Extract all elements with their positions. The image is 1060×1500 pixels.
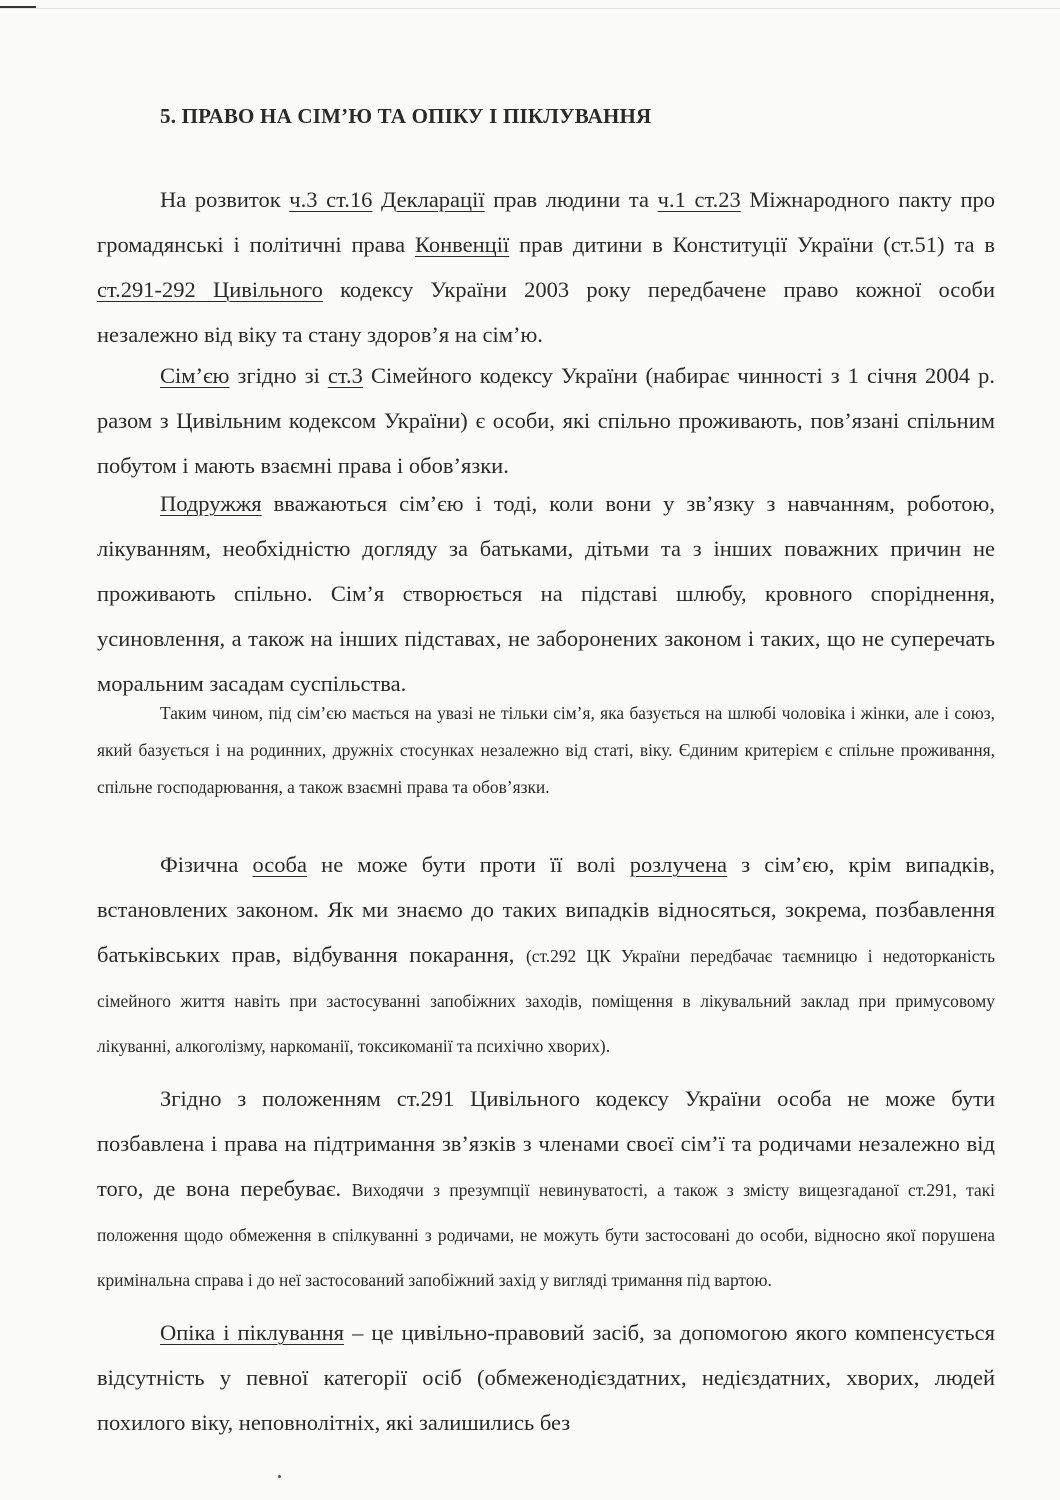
underlined-ref: ст.291-292 Цивільного — [97, 277, 323, 302]
text-run: вважаються сім’єю і тоді, коли вони у зв’язку з навчанням, роботою, лікуванням, необхідністю догляду за батьками, дітьми та з інших поважних причин не проживають спільно. Сім’я створюється на підставі шлюбу, кровного споріднення, усиновлення, а також на інших підставах, не заборонених законом і таких, що не суперечать моральним засадам суспільства. — [97, 491, 995, 696]
paragraph-5 — [97, 842, 995, 1067]
text-run: Сімейного кодексу України (набирає чинності з 1 січня 2004 р. разом з Цивільним кодексом України) є особи, які спільно проживають, пов’язані спільним побутом і мають взаємні права і обов’язки. — [97, 363, 995, 478]
underlined-ref: Декларації — [381, 187, 485, 212]
paragraph-4: Таким чином, під сім’єю мається на увазі не тільки сім’я, яка базується на шлюбі чоловіка і жінки, але і союз, який базується і на родинних, дружніх стосунках незалежно від статі, віку. Єдиним критерієм є спільне проживання, спільне господарювання, а також взаємні права та обов’язки. — [97, 703, 995, 797]
paragraph-2 — [97, 353, 995, 488]
text-run: Міжнародного пакту про громадянські і політичні права — [97, 187, 995, 257]
text-run — [372, 187, 381, 212]
text-run: – це цивільно-правовий засіб, за допомогою якого компенсується відсутність у певної категорії осіб (обмеженодієздатних, недієздатних, хворих, людей похилого віку, неповнолітніх, які залишились без — [97, 1320, 995, 1435]
text-run: кодексу України 2003 року передбачене право кожної особи незалежно від віку та стану здоров’я на сім’ю. — [97, 277, 995, 347]
scan-top-edge — [0, 8, 1060, 9]
text-run: з сім’єю, крім випадків, встановлених законом. Як ми знаємо до таких випадків відносяться, зокрема, позбавлення батьківських прав, відбування покарання, — [97, 852, 995, 967]
text-run: На розвиток — [160, 187, 290, 212]
scan-speck — [278, 1475, 281, 1478]
section-heading: 5. ПРАВО НА СІМ’Ю ТА ОПІКУ І ПІКЛУВАННЯ — [160, 104, 652, 128]
text-run: не може бути проти її волі — [306, 852, 630, 877]
text-run: Згідно з положенням ст.291 Цивільного кодексу України особа не може бути позбавлена і права на підтримання зв’язків з членами своєї сім’ї та родичами незалежно від того, де вона перебуває. — [97, 1086, 995, 1201]
text-run: прав людини та — [484, 187, 658, 212]
small-text-run: (ст.292 ЦК України передбачає таємницю і недоторканість сімейного життя навіть при застосуванні запобіжних заходів, поміщення в лікувальний заклад при примусовому лікуванні, алкоголізму, наркоманії, токсикоманії та психічно хворих). — [97, 946, 996, 1056]
small-text-run: Виходячи з презумпції невинуватості, а також з змісту вищезгаданої ст.291, такі положення щодо обмеження в спілкуванні з родичами, не можуть бути застосовані до особи, відносно якої порушена кримінальна справа і до неї застосований запобіжний захід у вигляді тримання під вартою. — [97, 1180, 995, 1290]
scan-corner-mark — [0, 6, 36, 8]
underlined-term: особа — [252, 852, 307, 877]
underlined-term: Сім’єю — [160, 363, 230, 388]
underlined-term: Опіка і піклування — [160, 1320, 344, 1345]
underlined-ref: ч.1 ст.23 — [657, 187, 741, 212]
underlined-term: розлучена — [629, 852, 727, 877]
text-run: Фізична — [160, 852, 253, 877]
underlined-term: Подружжя — [160, 491, 262, 516]
text-run: прав дитини в Конституції України (ст.51) та в — [509, 232, 996, 257]
paragraph-3 — [97, 481, 995, 706]
paragraph-6 — [97, 1076, 995, 1301]
underlined-ref: ст.3 — [327, 363, 363, 388]
underlined-ref: Конвенції — [414, 232, 510, 257]
paragraph-1 — [97, 177, 995, 357]
underlined-ref: ч.3 ст.16 — [289, 187, 373, 212]
text-run: згідно зі — [229, 363, 328, 388]
paragraph-7 — [97, 1310, 995, 1445]
